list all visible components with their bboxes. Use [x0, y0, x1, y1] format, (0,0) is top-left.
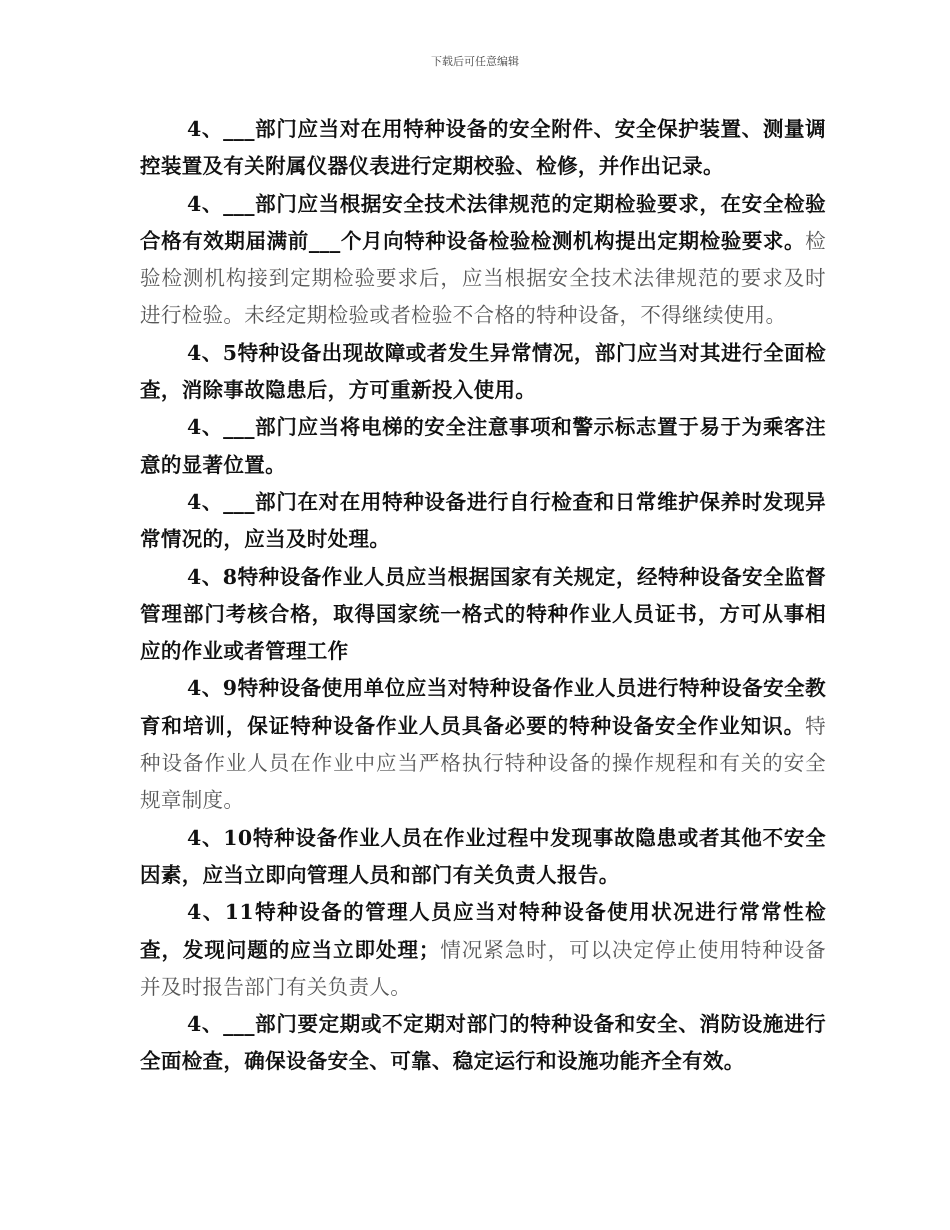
paragraph-bold-text: 4、___部门应当将电梯的安全注意事项和警示标志置于易于为乘客注意的显著位置。 — [140, 415, 826, 477]
paragraph-9 — [140, 894, 826, 1006]
document-body — [140, 111, 826, 1081]
paragraph-bold-text: 4、11特种设备的管理人员应当对特种设备使用状况进行常常性检查，发现问题的应当立即处理； — [140, 900, 826, 962]
paragraph-bold-text: 4、5特种设备出现故障或者发生异常情况，部门应当对其进行全面检查，消除事故隐患后，方可重新投入使用。 — [140, 340, 826, 403]
paragraph-8 — [140, 820, 826, 895]
paragraph-normal-text: 情况紧急时，可以决定停止使用特种设备并及时报告部门有关负责人。 — [140, 937, 826, 999]
paragraph-10 — [140, 1006, 826, 1081]
paragraph-bold-text: 4、10特种设备作业人员在作业过程中发现事故隐患或者其他不安全因素，应当立即向管理人员和部门有关负责人报告。 — [140, 825, 826, 887]
paragraph-bold-text: 4、___部门应当根据安全技术法律规范的定期检验要求，在安全检验合格有效期届满前___个月向特种设备检验检测机构提出定期检验要求。 — [140, 191, 826, 253]
paragraph-bold-text: 4、8特种设备作业人员应当根据国家有关规定，经特种设备安全监督管理部门考核合格，取得国家统一格式的特种作业人员证书，方可从事相应的作业或者管理工作 — [140, 564, 826, 664]
paragraph-normal-text: 检验检测机构接到定期检验要求后，应当根据安全技术法律规范的要求及时进行检验。未经定期检验或者检验不合格的特种设备，不得继续使用。 — [140, 228, 826, 328]
paragraph-3 — [140, 335, 826, 410]
paragraph-6 — [140, 559, 826, 671]
paragraph-bold-text: 4、9特种设备使用单位应当对特种设备作业人员进行特种设备安全教育和培训，保证特种设备作业人员具备必要的特种设备安全作业知识。 — [140, 676, 826, 738]
paragraph-5 — [140, 484, 826, 559]
paragraph-bold-text: 4、___部门应当对在用特种设备的安全附件、安全保护装置、测量调控装置及有关附属仪器仪表进行定期校验、检修，并作出记录。 — [140, 117, 826, 179]
paragraph-normal-text: 特种设备作业人员在作业中应当严格执行特种设备的操作规程和有关的安全规章制度。 — [140, 713, 826, 813]
paragraph-7 — [140, 670, 826, 819]
paragraph-bold-text: 4、___部门要定期或不定期对部门的特种设备和安全、消防设施进行全面检查，确保设备安全、可靠、稳定运行和设施功能齐全有效。 — [140, 1012, 826, 1074]
page-header: 下载后可任意编辑 — [431, 55, 519, 68]
paragraph-1 — [140, 111, 826, 186]
paragraph-bold-text: 4、___部门在对在用特种设备进行自行检查和日常维护保养时发现异常情况的，应当及时处理。 — [140, 489, 826, 552]
paragraph-2 — [140, 186, 826, 335]
paragraph-4 — [140, 409, 826, 484]
